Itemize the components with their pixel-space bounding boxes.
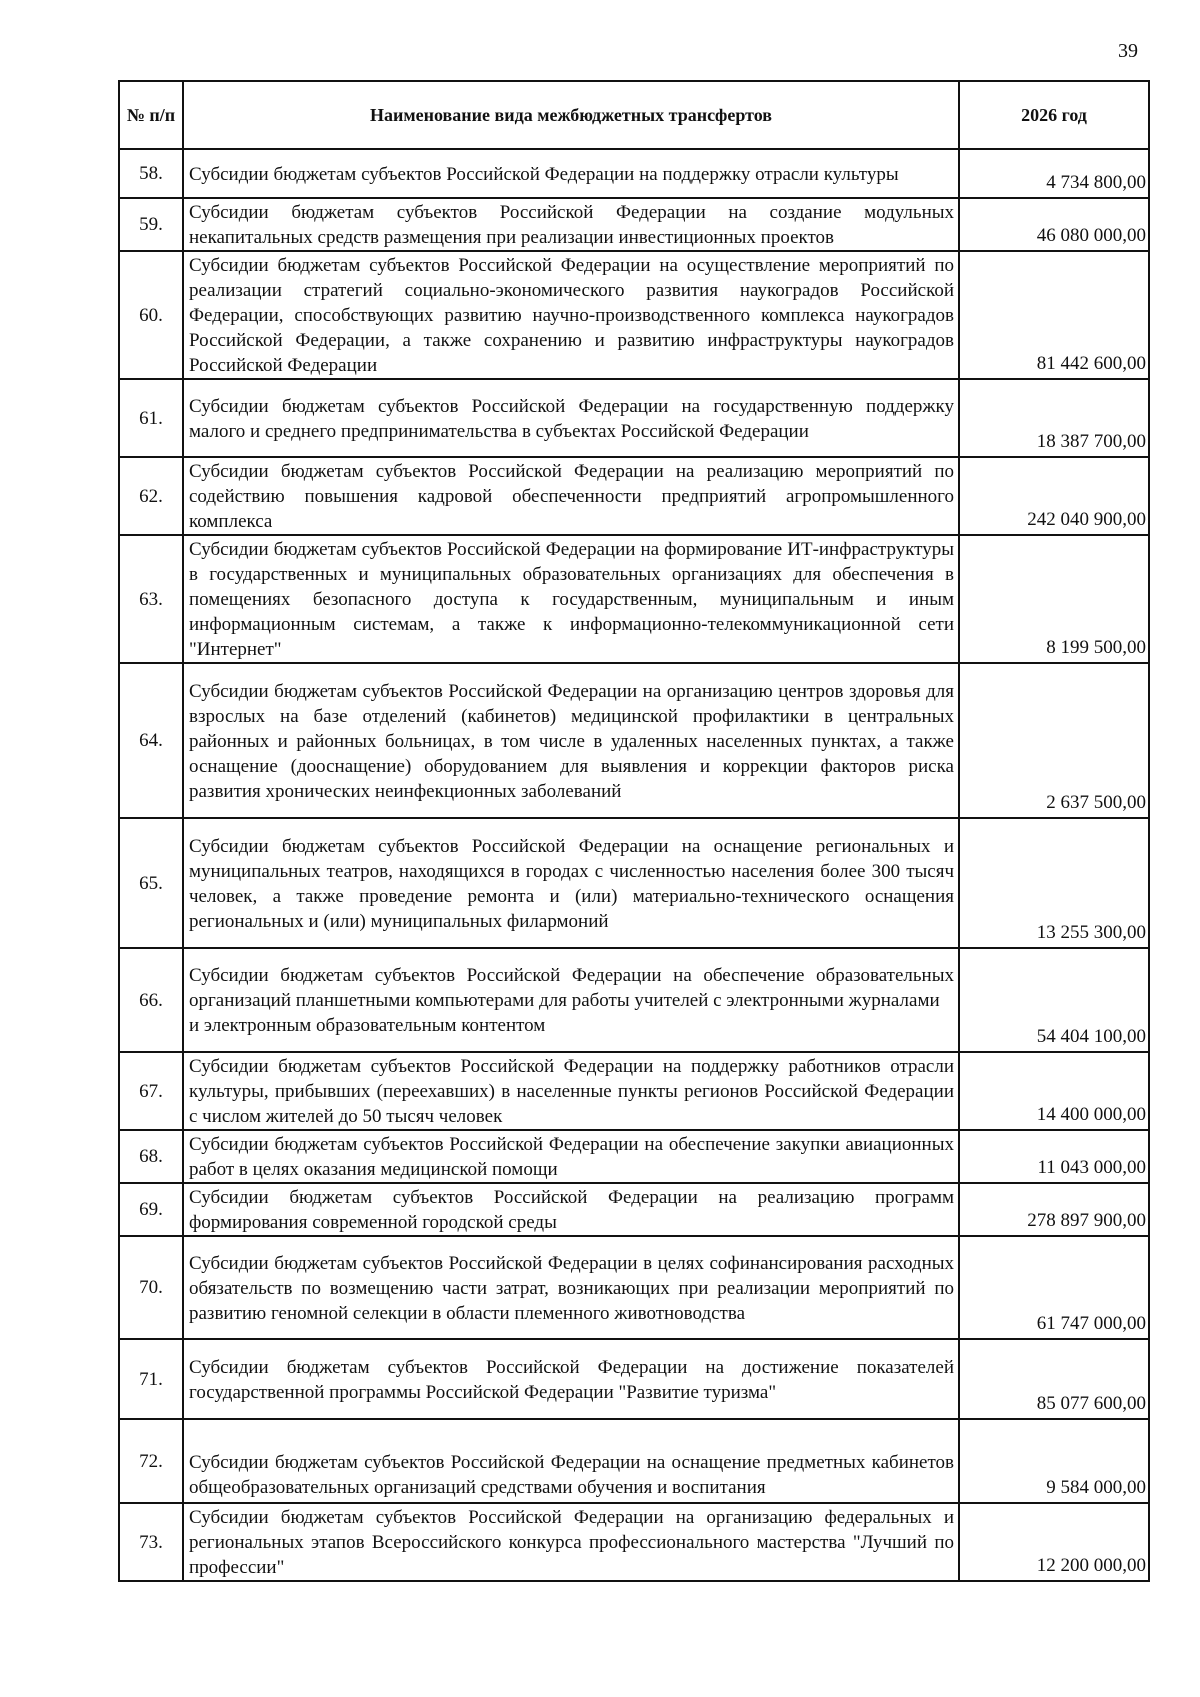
header-year: 2026 год [959, 81, 1149, 149]
row-amount: 278 897 900,00 [959, 1183, 1149, 1236]
header-number: № п/п [119, 81, 183, 149]
row-amount: 4 734 800,00 [959, 149, 1149, 198]
row-number: 71. [119, 1339, 183, 1419]
table-row [119, 1503, 1149, 1581]
row-transfer-name: Субсидии бюджетам субъектов Российской Федерации на государственную поддержку малого и среднего предпринимательства в субъектах Российской Федерации [183, 379, 959, 457]
table-row [119, 1183, 1149, 1236]
row-number: 66. [119, 948, 183, 1052]
page-number: 39 [1118, 40, 1138, 62]
table-row [119, 198, 1149, 251]
row-number: 60. [119, 251, 183, 379]
row-number: 69. [119, 1183, 183, 1236]
row-transfer-name: Субсидии бюджетам субъектов Российской Федерации на поддержку отрасли культуры [183, 149, 959, 198]
row-number: 62. [119, 457, 183, 535]
row-number: 73. [119, 1503, 183, 1581]
table-row [119, 1339, 1149, 1419]
row-amount: 242 040 900,00 [959, 457, 1149, 535]
row-amount: 46 080 000,00 [959, 198, 1149, 251]
row-number: 61. [119, 379, 183, 457]
row-transfer-name: Субсидии бюджетам субъектов Российской Федерации на обеспечение закупки авиационных работ в целях оказания медицинской помощи [183, 1130, 959, 1183]
table-row [119, 818, 1149, 948]
row-number: 63. [119, 535, 183, 663]
table-row [119, 535, 1149, 663]
row-amount: 18 387 700,00 [959, 379, 1149, 457]
row-amount: 14 400 000,00 [959, 1052, 1149, 1130]
transfers-table [118, 80, 1150, 1582]
row-transfer-name: Субсидии бюджетам субъектов Российской Федерации на организацию федеральных и региональных этапов Всероссийского конкурса профессионального мастерства "Лучший по профессии" [183, 1503, 959, 1581]
row-transfer-name: Субсидии бюджетам субъектов Российской Федерации на организацию центров здоровья для взрослых на базе отделений (кабинетов) медицинской профилактики в центральных районных и районных больницах, в том числе в удаленных населенных пунктах, а также оснащение (дооснащение) оборудованием для выявления и коррекции факторов риска развития хронических неинфекционных заболеваний [183, 663, 959, 818]
row-amount: 81 442 600,00 [959, 251, 1149, 379]
row-amount: 12 200 000,00 [959, 1503, 1149, 1581]
table-row [119, 1419, 1149, 1503]
row-transfer-name: Субсидии бюджетам субъектов Российской Федерации на формирование ИТ-инфраструктуры в государственных и муниципальных образовательных организациях для обеспечения в помещениях безопасного доступа к государственным, муниципальным и иным информационным системам, а также к информационно-телекоммуникационной сети "Интернет" [183, 535, 959, 663]
table-header-row [119, 81, 1149, 149]
table-row [119, 149, 1149, 198]
table-row [119, 1236, 1149, 1339]
row-amount: 9 584 000,00 [959, 1419, 1149, 1503]
table-row [119, 379, 1149, 457]
row-amount: 54 404 100,00 [959, 948, 1149, 1052]
row-number: 59. [119, 198, 183, 251]
row-transfer-name: Субсидии бюджетам субъектов Российской Федерации в целях софинансирования расходных обязательств по возмещению части затрат, возникающих при реализации мероприятий по развитию геномной селекции в области племенного животноводства [183, 1236, 959, 1339]
row-number: 65. [119, 818, 183, 948]
row-amount: 8 199 500,00 [959, 535, 1149, 663]
table-row [119, 251, 1149, 379]
table-row [119, 663, 1149, 818]
row-transfer-name: Субсидии бюджетам субъектов Российской Федерации на реализацию программ формирования современной городской среды [183, 1183, 959, 1236]
row-transfer-name: Субсидии бюджетам субъектов Российской Федерации на оснащение предметных кабинетов общеобразовательных организаций средствами обучения и воспитания [183, 1419, 959, 1503]
table-row [119, 1130, 1149, 1183]
row-amount: 13 255 300,00 [959, 818, 1149, 948]
table-row [119, 1052, 1149, 1130]
row-number: 64. [119, 663, 183, 818]
row-number: 68. [119, 1130, 183, 1183]
row-number: 72. [119, 1419, 183, 1503]
row-number: 70. [119, 1236, 183, 1339]
row-transfer-name: Субсидии бюджетам субъектов Российской Федерации на оснащение региональных и муниципальных театров, находящихся в городах с численностью населения более 300 тысяч человек, а также проведение ремонта и (или) материально-технического оснащения региональных и (или) муниципальных филармоний [183, 818, 959, 948]
row-transfer-name: Субсидии бюджетам субъектов Российской Федерации на обеспечение образовательных организаций планшетными компьютерами для работы учителей с электронными журналами и электронным образовательным контентом [183, 948, 959, 1052]
row-transfer-name: Субсидии бюджетам субъектов Российской Федерации на создание модульных некапитальных средств размещения при реализации инвестиционных проектов [183, 198, 959, 251]
row-number: 58. [119, 149, 183, 198]
row-amount: 2 637 500,00 [959, 663, 1149, 818]
row-amount: 85 077 600,00 [959, 1339, 1149, 1419]
table-row [119, 457, 1149, 535]
row-number: 67. [119, 1052, 183, 1130]
row-amount: 11 043 000,00 [959, 1130, 1149, 1183]
row-transfer-name: Субсидии бюджетам субъектов Российской Федерации на реализацию мероприятий по содействию повышения кадровой обеспеченности предприятий агропромышленного комплекса [183, 457, 959, 535]
table-row [119, 948, 1149, 1052]
row-transfer-name: Субсидии бюджетам субъектов Российской Федерации на осуществление мероприятий по реализации стратегий социально-экономического развития наукоградов Российской Федерации, способствующих развитию научно-производственного комплекса наукоградов Российской Федерации, а также сохранению и развитию инфраструктуры наукоградов Российской Федерации [183, 251, 959, 379]
header-transfer-name: Наименование вида межбюджетных трансфертов [183, 81, 959, 149]
row-amount: 61 747 000,00 [959, 1236, 1149, 1339]
row-transfer-name: Субсидии бюджетам субъектов Российской Федерации на поддержку работников отрасли культуры, прибывших (переехавших) в населенные пункты регионов Российской Федерации с числом жителей до 50 тысяч человек [183, 1052, 959, 1130]
row-transfer-name: Субсидии бюджетам субъектов Российской Федерации на достижение показателей государственной программы Российской Федерации "Развитие туризма" [183, 1339, 959, 1419]
